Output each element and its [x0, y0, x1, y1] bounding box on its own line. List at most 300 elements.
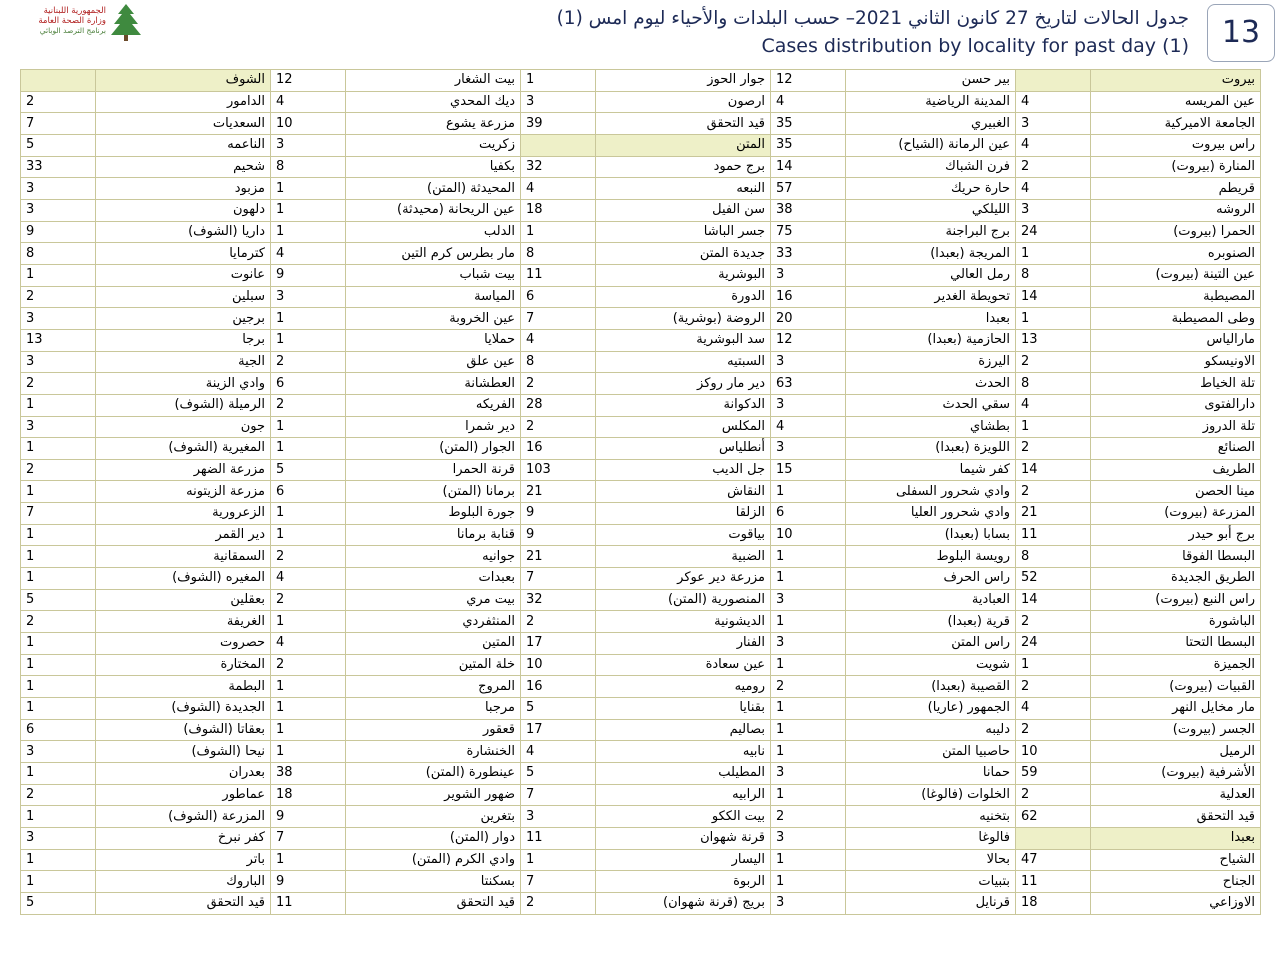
case-count-cell: 1: [271, 438, 346, 460]
locality-name-cell: الدلب: [346, 221, 521, 243]
locality-name-cell: دلهون: [96, 199, 271, 221]
table-row: [21, 741, 1261, 763]
locality-name-cell: الاونيسكو: [1091, 351, 1261, 373]
locality-name-cell: وطى المصيطبة: [1091, 308, 1261, 330]
case-count-cell: 1: [771, 481, 846, 503]
case-count-cell: 1: [521, 70, 596, 92]
locality-name-cell: دير شمرا: [346, 416, 521, 438]
case-count-cell: 9: [271, 871, 346, 893]
locality-name-cell: سد البوشرية: [596, 329, 771, 351]
locality-name-cell: الروضة (بوشرية): [596, 308, 771, 330]
locality-name-cell: سن الفيل: [596, 199, 771, 221]
case-count-cell: 1: [521, 221, 596, 243]
locality-name-cell: قريطم: [1091, 178, 1261, 200]
table-row: [21, 329, 1261, 351]
locality-name-cell: البطمة: [96, 676, 271, 698]
case-count-cell: 62: [1016, 806, 1091, 828]
case-count-cell: 10: [521, 654, 596, 676]
case-count-cell: 1: [271, 199, 346, 221]
locality-name-cell: سبلين: [96, 286, 271, 308]
table-row: [21, 481, 1261, 503]
locality-name-cell: المنارة (بيروت): [1091, 156, 1261, 178]
case-count-cell: 5: [521, 698, 596, 720]
case-count-cell: 1: [271, 741, 346, 763]
locality-name-cell: حارة حريك: [846, 178, 1016, 200]
locality-name-cell: بعقلين: [96, 589, 271, 611]
locality-name-cell: الجمهور (عاريا): [846, 698, 1016, 720]
district-header-cell: بيروت: [1091, 70, 1261, 92]
case-count-cell: 2: [271, 394, 346, 416]
locality-name-cell: الصنوبره: [1091, 243, 1261, 265]
case-count-cell: 3: [21, 827, 96, 849]
locality-name-cell: دارالفتوى: [1091, 394, 1261, 416]
locality-name-cell: نيحا (الشوف): [96, 741, 271, 763]
locality-name-cell: برج البراجنة: [846, 221, 1016, 243]
locality-name-cell: دليبه: [846, 719, 1016, 741]
table-row: [21, 416, 1261, 438]
case-count-cell: 16: [771, 286, 846, 308]
locality-name-cell: البوشرية: [596, 264, 771, 286]
locality-name-cell: عين سعادة: [596, 654, 771, 676]
locality-name-cell: مار بطرس كرم التين: [346, 243, 521, 265]
case-count-cell: 1: [21, 849, 96, 871]
locality-name-cell: المنصورية (المتن): [596, 589, 771, 611]
locality-name-cell: الفريكه: [346, 394, 521, 416]
case-count-cell: 20: [771, 308, 846, 330]
case-count-cell: 12: [771, 70, 846, 92]
table-row: [21, 719, 1261, 741]
locality-name-cell: ارصون: [596, 91, 771, 113]
locality-name-cell: حملايا: [346, 329, 521, 351]
case-count-cell: 38: [771, 199, 846, 221]
locality-name-cell: البسطا التحتا: [1091, 633, 1261, 655]
case-count-cell: 2: [771, 676, 846, 698]
case-count-cell: 1: [271, 178, 346, 200]
case-count-cell: 10: [1016, 741, 1091, 763]
locality-name-cell: شويت: [846, 654, 1016, 676]
case-count-cell: 4: [271, 243, 346, 265]
case-count-cell: 1: [21, 481, 96, 503]
locality-name-cell: قيد التحقق: [1091, 806, 1261, 828]
case-count-cell: 14: [1016, 589, 1091, 611]
locality-name-cell: عانوت: [96, 264, 271, 286]
locality-name-cell: دير القمر: [96, 524, 271, 546]
title-arabic: جدول الحالات لتاريخ 27 كانون الثاني 2021– حسب البلدات والأحياء ليوم امس (1): [556, 8, 1189, 29]
table-row: [21, 503, 1261, 525]
locality-name-cell: راس الحرف: [846, 568, 1016, 590]
locality-name-cell: بتخنيه: [846, 806, 1016, 828]
locality-name-cell: السعديات: [96, 113, 271, 135]
locality-name-cell: بصاليم: [596, 719, 771, 741]
table-row: [21, 763, 1261, 785]
table-row: [21, 611, 1261, 633]
locality-name-cell: عين الريحانة (محيدثة): [346, 199, 521, 221]
case-count-cell: 63: [771, 373, 846, 395]
case-count-cell: 1: [271, 676, 346, 698]
case-count-cell: 3: [771, 351, 846, 373]
case-count-cell: 3: [521, 91, 596, 113]
case-count-cell: 2: [271, 654, 346, 676]
case-count-cell: 24: [1016, 633, 1091, 655]
case-count-cell: 2: [271, 589, 346, 611]
case-count-cell: 3: [21, 416, 96, 438]
case-count-cell: 2: [1016, 676, 1091, 698]
case-count-cell: 2: [21, 459, 96, 481]
locality-name-cell: برج حمود: [596, 156, 771, 178]
locality-name-cell: وادي شحرور العليا: [846, 503, 1016, 525]
case-count-cell: 103: [521, 459, 596, 481]
case-count-cell: 2: [521, 611, 596, 633]
case-count-cell: 4: [521, 741, 596, 763]
case-count-cell: 1: [21, 546, 96, 568]
cedar-tree-icon: [108, 2, 144, 42]
case-count-cell: 9: [271, 806, 346, 828]
locality-name-cell: الغريفة: [96, 611, 271, 633]
case-count-cell: 1: [271, 719, 346, 741]
case-count-cell: 1: [771, 654, 846, 676]
locality-name-cell: رويسة البلوط: [846, 546, 1016, 568]
case-count-cell: 1: [21, 568, 96, 590]
page-header: [0, 0, 1280, 68]
case-count-cell: 4: [771, 91, 846, 113]
case-count-cell: 1: [771, 611, 846, 633]
case-count-cell: 1: [21, 871, 96, 893]
case-count-cell: 18: [1016, 892, 1091, 914]
locality-name-cell: النقاش: [596, 481, 771, 503]
case-count-cell: 1: [271, 308, 346, 330]
case-count-cell: [1016, 70, 1091, 92]
case-count-cell: 3: [271, 134, 346, 156]
locality-name-cell: الليلكي: [846, 199, 1016, 221]
locality-name-cell: الربوة: [596, 871, 771, 893]
locality-name-cell: البسطا الفوقا: [1091, 546, 1261, 568]
locality-name-cell: حمانا: [846, 763, 1016, 785]
table-row: [21, 156, 1261, 178]
case-count-cell: 2: [271, 546, 346, 568]
locality-name-cell: الغبيري: [846, 113, 1016, 135]
case-count-cell: 1: [771, 698, 846, 720]
table-row: [21, 654, 1261, 676]
logo-line2: وزارة الصحة العامة: [38, 16, 106, 26]
case-count-cell: 7: [21, 503, 96, 525]
locality-name-cell: الجناح: [1091, 871, 1261, 893]
locality-name-cell: داريا (الشوف): [96, 221, 271, 243]
case-count-cell: 8: [1016, 264, 1091, 286]
table-row: [21, 373, 1261, 395]
case-count-cell: 3: [1016, 199, 1091, 221]
case-count-cell: 21: [521, 546, 596, 568]
locality-name-cell: بيت شباب: [346, 264, 521, 286]
case-count-cell: 24: [1016, 221, 1091, 243]
case-count-cell: 1: [21, 676, 96, 698]
ministry-logo: [8, 2, 143, 46]
case-count-cell: 1: [1016, 308, 1091, 330]
case-count-cell: 12: [271, 70, 346, 92]
locality-name-cell: الدورة: [596, 286, 771, 308]
locality-name-cell: بيت الشغار: [346, 70, 521, 92]
locality-name-cell: الحمرا (بيروت): [1091, 221, 1261, 243]
case-count-cell: 2: [1016, 481, 1091, 503]
case-count-cell: 1: [21, 654, 96, 676]
case-count-cell: 11: [1016, 871, 1091, 893]
case-count-cell: 11: [521, 827, 596, 849]
case-count-cell: 1: [21, 633, 96, 655]
locality-name-cell: المروج: [346, 676, 521, 698]
table-row: [21, 394, 1261, 416]
locality-name-cell: السبتيه: [596, 351, 771, 373]
table-row: [21, 698, 1261, 720]
locality-name-cell: الجديدة (الشوف): [96, 698, 271, 720]
case-count-cell: 12: [771, 329, 846, 351]
district-header-cell: المتن: [596, 134, 771, 156]
locality-name-cell: الزلقا: [596, 503, 771, 525]
title-english: Cases distribution by locality for past day (1): [761, 35, 1189, 57]
case-count-cell: 7: [521, 784, 596, 806]
district-header-cell: بعبدا: [1091, 827, 1261, 849]
locality-name-cell: كفر نبرخ: [96, 827, 271, 849]
case-count-cell: 3: [521, 806, 596, 828]
case-count-cell: 3: [21, 351, 96, 373]
case-count-cell: 6: [21, 719, 96, 741]
page-number: 13: [1207, 4, 1275, 62]
locality-name-cell: بسكنتا: [346, 871, 521, 893]
case-count-cell: 4: [521, 329, 596, 351]
case-count-cell: 4: [271, 568, 346, 590]
case-count-cell: 4: [1016, 91, 1091, 113]
case-count-cell: 2: [21, 91, 96, 113]
cases-table-body: [21, 70, 1261, 915]
locality-name-cell: المغيره (الشوف): [96, 568, 271, 590]
case-count-cell: 3: [771, 394, 846, 416]
locality-name-cell: مزرعة الزيتونه: [96, 481, 271, 503]
locality-name-cell: قرنة الحمرا: [346, 459, 521, 481]
table-row: [21, 286, 1261, 308]
case-count-cell: 3: [771, 892, 846, 914]
case-count-cell: 1: [771, 784, 846, 806]
locality-name-cell: مار مخايل النهر: [1091, 698, 1261, 720]
case-count-cell: 13: [21, 329, 96, 351]
case-count-cell: 59: [1016, 763, 1091, 785]
case-count-cell: 3: [21, 178, 96, 200]
locality-name-cell: الرميل: [1091, 741, 1261, 763]
table-row: [21, 70, 1261, 92]
locality-name-cell: السمقانية: [96, 546, 271, 568]
case-count-cell: 3: [271, 286, 346, 308]
case-count-cell: 16: [521, 438, 596, 460]
locality-name-cell: الجامعة الاميركية: [1091, 113, 1261, 135]
locality-name-cell: الروشه: [1091, 199, 1261, 221]
case-count-cell: 1: [271, 611, 346, 633]
locality-name-cell: وادي شحرور السفلى: [846, 481, 1016, 503]
locality-name-cell: رمل العالي: [846, 264, 1016, 286]
case-count-cell: 7: [521, 308, 596, 330]
locality-name-cell: راس المتن: [846, 633, 1016, 655]
case-count-cell: 17: [521, 633, 596, 655]
case-count-cell: 1: [1016, 416, 1091, 438]
locality-name-cell: المصيطبة: [1091, 286, 1261, 308]
case-count-cell: 11: [1016, 524, 1091, 546]
case-count-cell: 9: [521, 503, 596, 525]
case-count-cell: 5: [21, 589, 96, 611]
table-row: [21, 871, 1261, 893]
locality-name-cell: بير حسن: [846, 70, 1016, 92]
locality-name-cell: الجوار (المتن): [346, 438, 521, 460]
locality-name-cell: الديشونية: [596, 611, 771, 633]
locality-name-cell: برج أبو حيدر: [1091, 524, 1261, 546]
table-row: [21, 178, 1261, 200]
case-count-cell: 3: [21, 199, 96, 221]
locality-name-cell: الخلوات (فالوغا): [846, 784, 1016, 806]
locality-name-cell: بحالا: [846, 849, 1016, 871]
case-count-cell: 1: [271, 698, 346, 720]
case-count-cell: 6: [271, 373, 346, 395]
locality-name-cell: بتبيات: [846, 871, 1016, 893]
case-count-cell: 2: [21, 784, 96, 806]
locality-name-cell: الطريق الجديدة: [1091, 568, 1261, 590]
locality-name-cell: الجسر (بيروت): [1091, 719, 1261, 741]
locality-name-cell: بقنايا: [596, 698, 771, 720]
locality-name-cell: الحدث: [846, 373, 1016, 395]
case-count-cell: 11: [521, 264, 596, 286]
case-count-cell: 75: [771, 221, 846, 243]
case-count-cell: 3: [1016, 113, 1091, 135]
case-count-cell: 57: [771, 178, 846, 200]
locality-name-cell: راس بيروت: [1091, 134, 1261, 156]
locality-name-cell: عينطورة (المتن): [346, 763, 521, 785]
locality-name-cell: الطريف: [1091, 459, 1261, 481]
case-count-cell: 5: [271, 459, 346, 481]
locality-name-cell: مارالياس: [1091, 329, 1261, 351]
table-row: [21, 351, 1261, 373]
locality-name-cell: الشياح: [1091, 849, 1261, 871]
locality-name-cell: قيد التحقق: [596, 113, 771, 135]
case-count-cell: 10: [771, 524, 846, 546]
table-row: [21, 546, 1261, 568]
locality-name-cell: النبعه: [596, 178, 771, 200]
cases-table: [20, 69, 1261, 915]
locality-name-cell: بعبدات: [346, 568, 521, 590]
locality-name-cell: قعقور: [346, 719, 521, 741]
case-count-cell: 2: [21, 373, 96, 395]
case-count-cell: 1: [21, 698, 96, 720]
locality-name-cell: الفنار: [596, 633, 771, 655]
locality-name-cell: زكريت: [346, 134, 521, 156]
locality-name-cell: العبادية: [846, 589, 1016, 611]
locality-name-cell: قنابة برمانا: [346, 524, 521, 546]
locality-name-cell: اليسار: [596, 849, 771, 871]
case-count-cell: 1: [271, 221, 346, 243]
locality-name-cell: عين المريسه: [1091, 91, 1261, 113]
case-count-cell: 10: [271, 113, 346, 135]
locality-name-cell: وادي الزينة: [96, 373, 271, 395]
case-count-cell: 4: [271, 633, 346, 655]
locality-name-cell: بيت مري: [346, 589, 521, 611]
locality-name-cell: نابيه: [596, 741, 771, 763]
case-count-cell: 1: [21, 264, 96, 286]
case-count-cell: 2: [21, 286, 96, 308]
locality-name-cell: المزرعة (بيروت): [1091, 503, 1261, 525]
case-count-cell: 3: [771, 827, 846, 849]
case-count-cell: 1: [771, 719, 846, 741]
case-count-cell: [1016, 827, 1091, 849]
locality-name-cell: جسر الباشا: [596, 221, 771, 243]
case-count-cell: 2: [1016, 611, 1091, 633]
logo-text: [8, 6, 106, 36]
case-count-cell: 1: [271, 416, 346, 438]
locality-name-cell: المختارة: [96, 654, 271, 676]
locality-name-cell: عماطور: [96, 784, 271, 806]
table-row: [21, 308, 1261, 330]
locality-name-cell: الاوزاعي: [1091, 892, 1261, 914]
case-count-cell: 4: [771, 416, 846, 438]
locality-name-cell: اللويزة (بعبدا): [846, 438, 1016, 460]
locality-name-cell: سقي الحدث: [846, 394, 1016, 416]
table-row: [21, 676, 1261, 698]
case-count-cell: 15: [771, 459, 846, 481]
locality-name-cell: المتين: [346, 633, 521, 655]
case-count-cell: 6: [771, 503, 846, 525]
locality-name-cell: مرجبا: [346, 698, 521, 720]
locality-name-cell: بعقاتا (الشوف): [96, 719, 271, 741]
locality-name-cell: جديدة المتن: [596, 243, 771, 265]
case-count-cell: 2: [771, 806, 846, 828]
case-count-cell: 28: [521, 394, 596, 416]
locality-name-cell: روميه: [596, 676, 771, 698]
case-count-cell: 32: [521, 589, 596, 611]
case-count-cell: 2: [521, 416, 596, 438]
logo-line1: الجمهورية اللبنانية: [43, 6, 106, 16]
case-count-cell: [21, 70, 96, 92]
case-count-cell: 4: [1016, 394, 1091, 416]
table-row: [21, 806, 1261, 828]
case-count-cell: 18: [271, 784, 346, 806]
locality-name-cell: الدكوانة: [596, 394, 771, 416]
case-count-cell: 1: [271, 524, 346, 546]
locality-name-cell: القصيبة (بعبدا): [846, 676, 1016, 698]
locality-name-cell: باتر: [96, 849, 271, 871]
district-header-cell: الشوف: [96, 70, 271, 92]
locality-name-cell: المريجة (بعبدا): [846, 243, 1016, 265]
case-count-cell: 3: [771, 763, 846, 785]
locality-name-cell: جوار الحوز: [596, 70, 771, 92]
case-count-cell: 1: [21, 763, 96, 785]
case-count-cell: 3: [771, 589, 846, 611]
locality-name-cell: بطشاي: [846, 416, 1016, 438]
case-count-cell: 1: [271, 329, 346, 351]
case-count-cell: 38: [271, 763, 346, 785]
locality-name-cell: جون: [96, 416, 271, 438]
case-count-cell: 1: [271, 503, 346, 525]
case-count-cell: 9: [271, 264, 346, 286]
locality-name-cell: المدينة الرياضية: [846, 91, 1016, 113]
locality-name-cell: المكلس: [596, 416, 771, 438]
case-count-cell: 3: [771, 438, 846, 460]
locality-name-cell: بتغرين: [346, 806, 521, 828]
locality-name-cell: الحازمية (بعبدا): [846, 329, 1016, 351]
case-count-cell: 9: [521, 524, 596, 546]
case-count-cell: 1: [1016, 654, 1091, 676]
locality-name-cell: الباروك: [96, 871, 271, 893]
locality-name-cell: عين علق: [346, 351, 521, 373]
locality-name-cell: برجين: [96, 308, 271, 330]
locality-name-cell: عين الخروبة: [346, 308, 521, 330]
locality-name-cell: المغيرية (الشوف): [96, 438, 271, 460]
case-count-cell: 2: [1016, 719, 1091, 741]
case-count-cell: 7: [21, 113, 96, 135]
case-count-cell: 8: [521, 243, 596, 265]
case-count-cell: 18: [521, 199, 596, 221]
case-count-cell: 8: [521, 351, 596, 373]
